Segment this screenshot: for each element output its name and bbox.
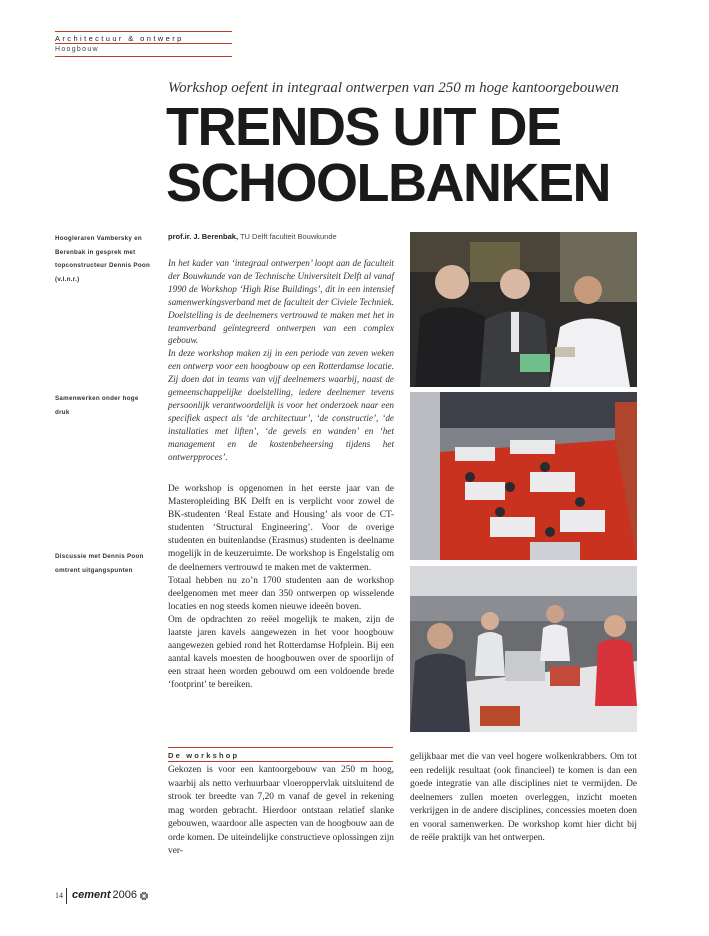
section-label: Architectuur & ontwerp: [55, 34, 184, 43]
author-affiliation: TU Delft faculteit Bouwkunde: [238, 232, 337, 241]
caption-photo-1: Hoogleraren Vambersky en Berenbak in gesprek met topconstructeur Dennis Poon (v.l.n.r.): [55, 235, 151, 283]
page-number: 14: [55, 890, 63, 900]
header-rule-top: [55, 31, 232, 32]
caption-photo-3: Discussie met Dennis Poon omtrent uitgangspunten: [55, 553, 144, 574]
intro-paragraph: In het kader van ‘integraal ontwerpen’ loopt aan de faculteit der Bouwkunde van de Technische Universiteit Delft al vanaf 1990 de Workshop ‘High Rise Buildings’, dit in een intensief samenwerkingsverband met de faculteit der Civiele Techniek. Doelstelling is de deelnemers vertrouwd te maken met het in teamverband geïntegreerd ontwerpen van een complex gebouw.: [168, 258, 394, 346]
cement-logo-icon: [139, 891, 149, 901]
header-rule-middle: [55, 43, 232, 44]
caption-photo-2: Samenwerken onder hoge druk: [55, 395, 139, 416]
kicker: Workshop oefent in integraal ontwerpen van 250 m hoge kantoorgebouwen: [168, 80, 619, 96]
body-text: [168, 483, 394, 693]
subhead-rule-top: [168, 747, 393, 748]
headline-line-2: SCHOOLBANKEN: [166, 153, 611, 213]
subsection-label: Hoogbouw: [55, 46, 99, 53]
header-rule-bottom: [55, 56, 232, 57]
footer: [55, 888, 255, 904]
photo-professors: [410, 232, 637, 387]
headline: [166, 99, 646, 211]
photo-discussion: [410, 566, 637, 732]
subhead-rule-bottom: [168, 761, 393, 762]
photo-workshop-hall: [410, 392, 637, 560]
body-column-2: gelijkbaar met die van veel hogere wolkenkrabbers. Om tot een redelijk resultaat (ook financieel) te komen is dan een goede integratie van alle disciplines niet te vermijden. De deelnemers zullen moeten overleggen, inzicht moeten verkrijgen in de andere disciplines, concessies moeten doen en vooral samenwerken. De workshop komt hier dicht bij de reële praktijk van het ontwerpen.: [410, 752, 637, 843]
intro-text: [168, 257, 394, 464]
magazine-name: cement: [72, 888, 111, 901]
subhead: De workshop: [168, 751, 240, 760]
body-paragraph: Om de opdrachten zo reëel mogelijk te maken, zijn de laatste jaren kavels aangewezen in het voor hoogbouw aangewezen gebied rond het Rotterdamse Hofplein. Bij een aantal kavels moesten de hoogbouwen over de spoorlijn of een straat heen worden gebouwd om een voldoende brede ‘footprint’ te bereiken.: [168, 614, 394, 691]
byline: [168, 232, 408, 241]
body-column-1: Gekozen is voor een kantoorgebouw van 250 m hoog, waarbij als netto verhuurbaar vloeroppervlak uitsluitend de strook ter breedte van 7,20 m vanaf de gevel in rekening mag worden gebracht. Hierdoor ontstaan relatief slanke gebouwen, waardoor alle aspecten van de hoogbouw aan de orde komen. De uiteindelijke constructieve oplossingen zijn ver-: [168, 765, 394, 856]
body-paragraph: De workshop is opgenomen in het eerste jaar van de Masteropleiding BK Delft en is verplicht voor zowel de BK-studenten ‘Real Estate and Housing’ als voor de CT-studenten ‘Structural Engineering’. Voor de overige studenten en buitenlandse (Erasmus) studenten is deelname mogelijk in de keuzeruimte. De workshop is Engelstalig om de deelnemers vertrouwd te maken met de vaktermen.: [168, 484, 394, 573]
magazine-year: 2006: [112, 888, 138, 901]
author-name: prof.ir. J. Berenbak,: [168, 232, 239, 241]
headline-line-1: TRENDS UIT DE: [166, 97, 561, 157]
footer-divider: [66, 888, 67, 904]
intro-paragraph: In deze workshop maken zij in een periode van zeven weken een ontwerp voor een hoogbouw op een Rotterdamse locatie. Zij doen dat in teams van vijf deelnemers waarbij, naast de gemeenschappelijke doelstelling, iedere deelnemer tevens persoonlijk verantwoordelijk is voor het onderzoek naar een specifiek aspect als ‘de architectuur’, ‘de constructie’, ‘de installaties met liften’, ‘de gevels en wanden’ en ‘het management en de kostenbeheersing tijdens het ontwerpproces’.: [168, 348, 394, 462]
body-paragraph: Totaal hebben nu zo’n 1700 studenten aan de workshop deelgenomen met meer dan 350 ontwerpen op wisselende locaties en nog steeds komen nieuwe ideeën boven.: [168, 575, 394, 612]
